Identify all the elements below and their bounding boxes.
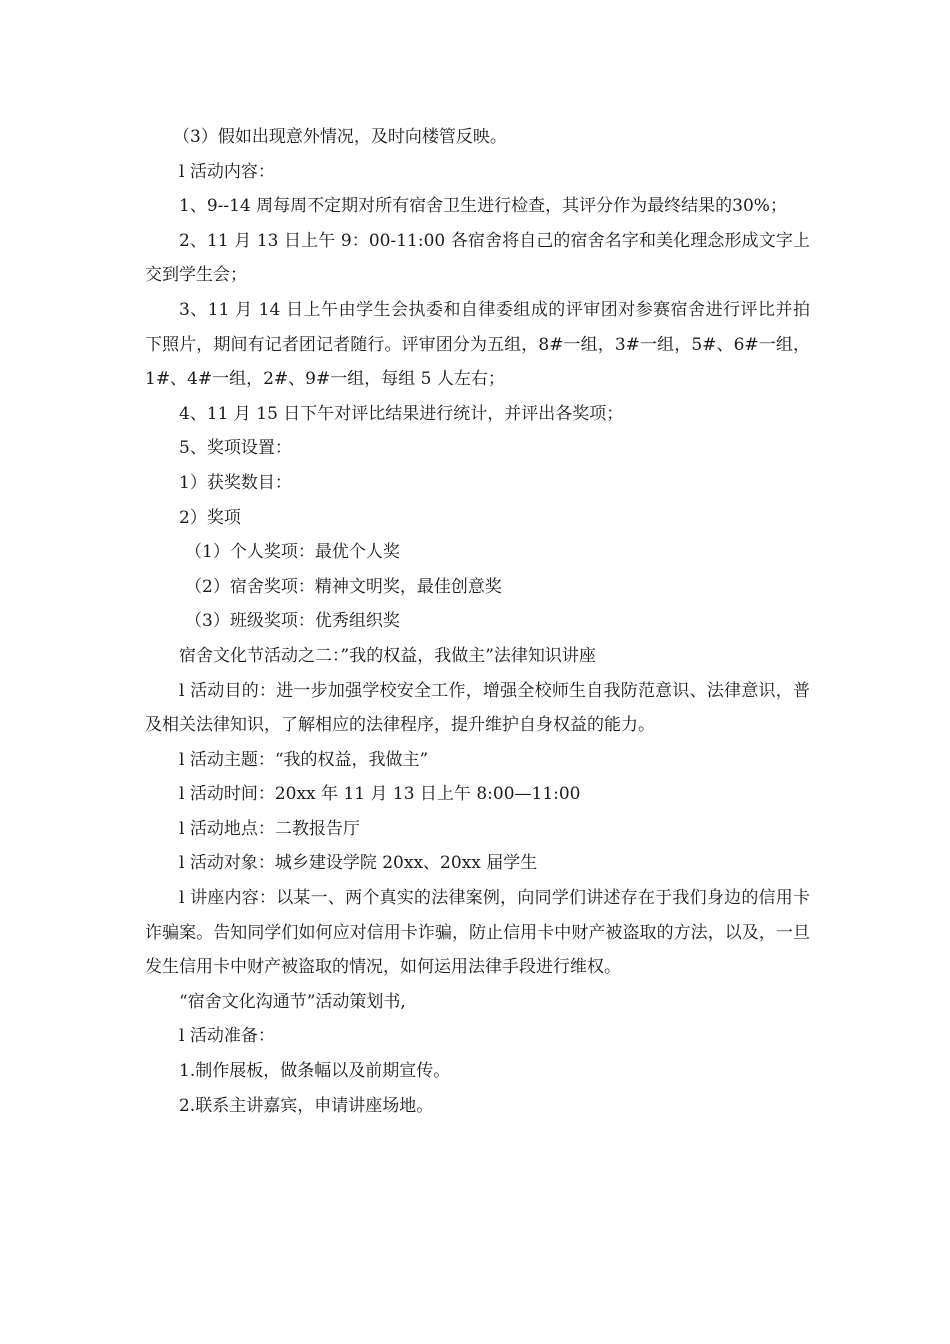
paragraph-award-dorm: （2）宿舍奖项：精神文明奖，最佳创意奖: [185, 576, 502, 597]
paragraph-award-class: （3）班级奖项：优秀组织奖: [185, 611, 400, 632]
paragraph-lecture-content: l 讲座内容：以某一、两个真实的法律案例，向同学们讲述存在于我们身边的信用卡诈骗案。告知同学们如何应对信用卡诈骗，防止信用卡中财产被盗取的方法，以及，一旦发生信用卡中财产被盗取的情况，如何运用法律手段进行维权。: [145, 888, 810, 978]
paragraph-item-1: 1、9--14 周每周不定期对所有宿舍卫生进行检查，其评分作为最终结果的30%；: [179, 196, 787, 217]
section-heading-law-lecture: 宿舍文化节活动之二：”我的权益，我做主”法律知识讲座: [179, 645, 596, 666]
paragraph-activity-location: l 活动地点：二教报告厅: [179, 818, 360, 839]
paragraph-activity-preparation: l 活动准备：: [179, 1026, 275, 1047]
paragraph-prep-item-2: 2.联系主讲嘉宾，申请讲座场地。: [179, 1095, 434, 1116]
document-body: [145, 120, 810, 1123]
paragraph-emergency-report: （3）假如出现意外情况，及时向楼管反映。: [173, 127, 507, 147]
paragraph-item-3: 3、11 月 14 日上午由学生会执委和自律委组成的评审团对参赛宿舍进行评比并拍下照片，期间有记者团记者随行。评审团分为五组，8#一组，3#一组，5#、6#一组，1#、4#一组，2#、9#一组，每组 5 人左右；: [145, 299, 810, 390]
paragraph-award-count: 1）获奖数目：: [179, 472, 292, 493]
paragraph-activity-content-heading: l 活动内容：: [179, 161, 275, 182]
paragraph-activity-audience: l 活动对象：城乡建设学院 20xx、20xx 届学生: [179, 853, 538, 874]
paragraph-item-2: 2、11 月 13 日上午 9：00-11:00 各宿舍将自己的宿舍名字和美化理念形成文字上交到学生会；: [145, 230, 810, 286]
paragraph-item-4: 4、11 月 15 日下午对评比结果进行统计，并评出各奖项；: [179, 403, 624, 424]
paragraph-item-5: 5、奖项设置：: [179, 438, 292, 459]
paragraph-activity-theme: l 活动主题：“我的权益，我做主”: [179, 749, 429, 770]
paragraph-activity-time: l 活动时间：20xx 年 11 月 13 日上午 8:00—11:00: [179, 784, 581, 805]
section-heading-plan: “宿舍文化沟通节”活动策划书,: [179, 991, 406, 1012]
paragraph-award-individual: （1）个人奖项：最优个人奖: [185, 542, 400, 563]
paragraph-awards: 2）奖项: [179, 507, 241, 528]
paragraph-activity-purpose: l 活动目的：进一步加强学校安全工作，增强全校师生自我防范意识、法律意识，普及相关法律知识，了解相应的法律程序，提升维护自身权益的能力。: [145, 680, 810, 736]
paragraph-prep-item-1: 1.制作展板，做条幅以及前期宣传。: [179, 1061, 451, 1082]
